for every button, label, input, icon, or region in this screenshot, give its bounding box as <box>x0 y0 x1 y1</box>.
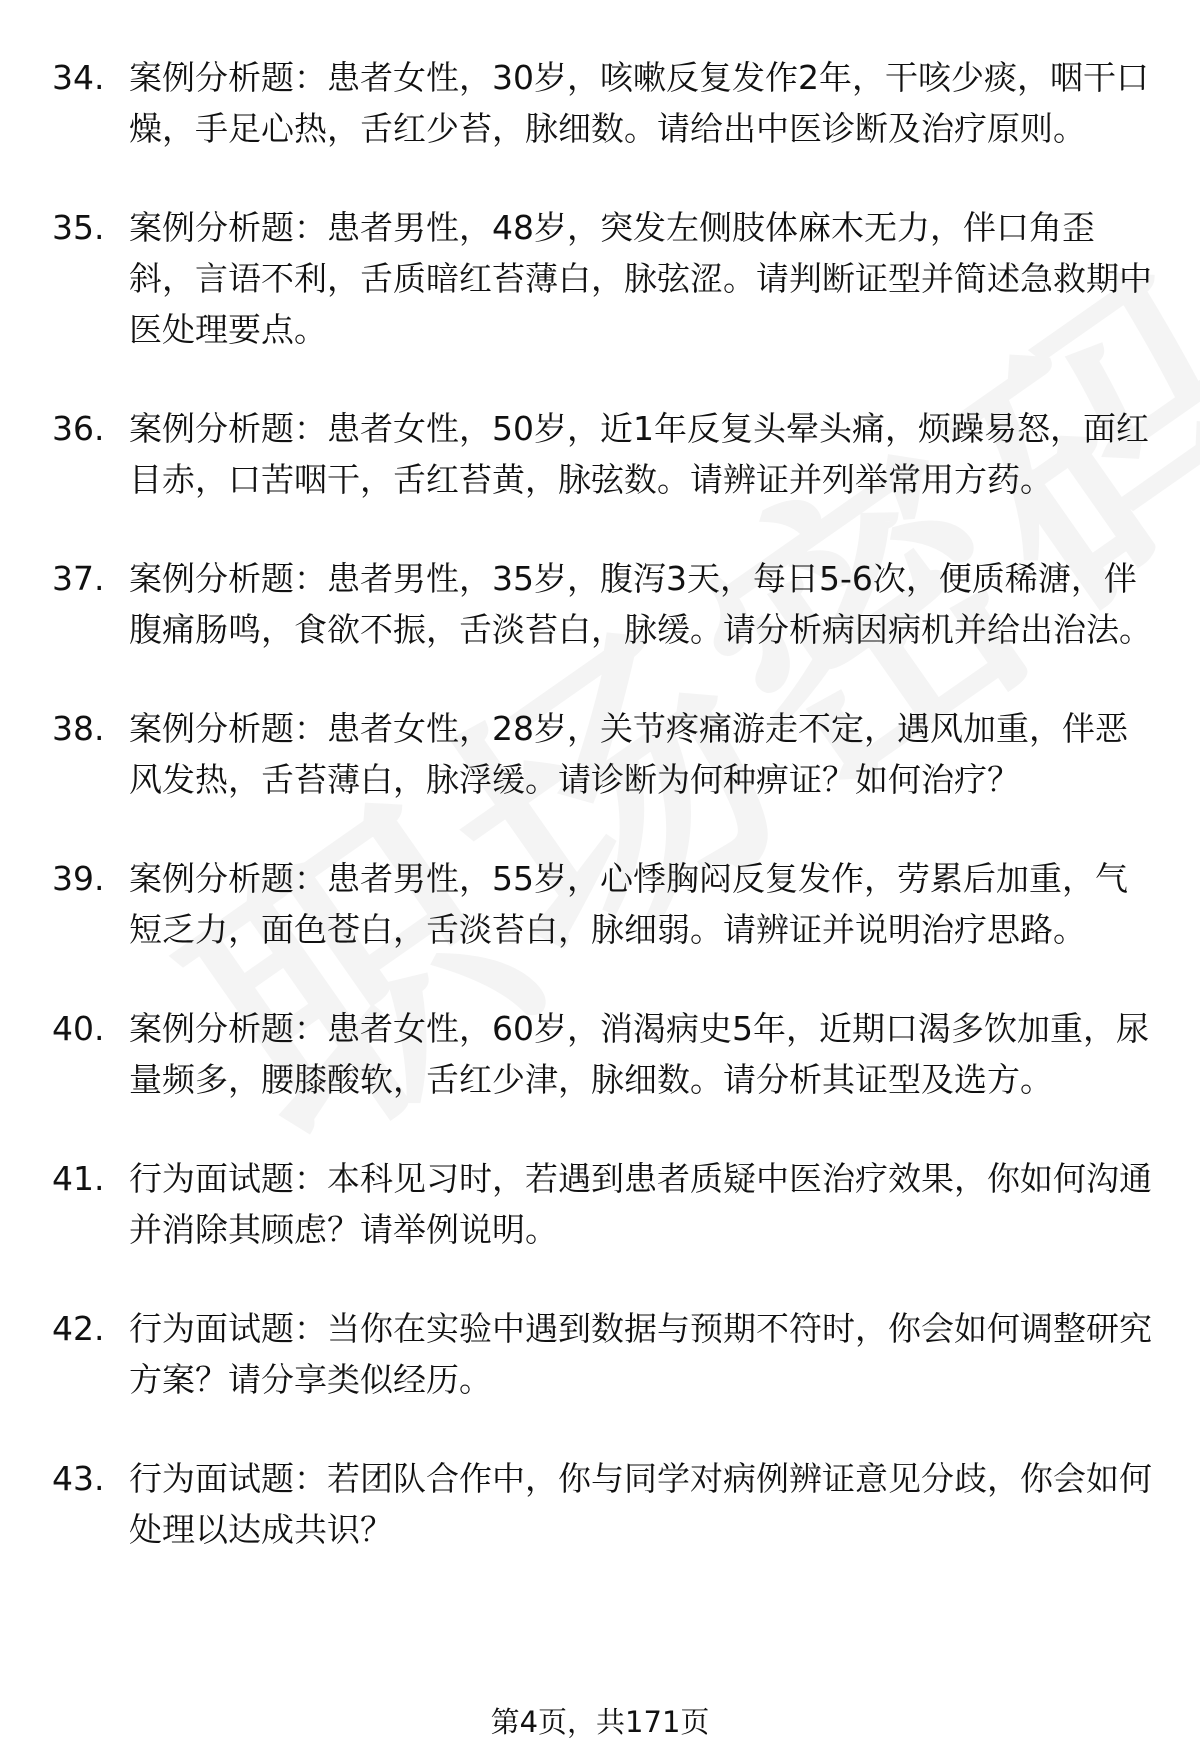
question-text: 案例分析题：患者女性，50岁，近1年反复头晕头痛，烦躁易怒，面红目赤，口苦咽干，舌红苔黄，脉弦数。请辨证并列举常用方药。 <box>129 409 1149 499</box>
question-text: 案例分析题：患者男性，48岁，突发左侧肢体麻木无力，伴口角歪斜，言语不利，舌质暗红苔薄白，脉弦涩。请判断证型并简述急救期中医处理要点。 <box>129 208 1152 349</box>
question-number: 34. <box>52 58 105 97</box>
question-item <box>0 202 1200 355</box>
question-text: 行为面试题：当你在实验中遇到数据与预期不符时，你会如何调整研究方案？请分享类似经历。 <box>129 1309 1152 1399</box>
question-text: 案例分析题：患者男性，55岁，心悸胸闷反复发作，劳累后加重，气短乏力，面色苍白，舌淡苔白，脉细弱。请辨证并说明治疗思路。 <box>129 859 1128 949</box>
question-item <box>0 1453 1200 1555</box>
question-text: 行为面试题：本科见习时，若遇到患者质疑中医治疗效果，你如何沟通并消除其顾虑？请举例说明。 <box>129 1159 1152 1249</box>
question-text: 案例分析题：患者男性，35岁，腹泻3天，每日5-6次，便质稀溏，伴腹痛肠鸣，食欲不振，舌淡苔白，脉缓。请分析病因病机并给出治法。 <box>129 559 1152 649</box>
question-item <box>0 703 1200 805</box>
question-number: 37. <box>52 559 105 598</box>
question-number: 40. <box>52 1009 105 1048</box>
question-number: 42. <box>52 1309 105 1348</box>
question-number: 43. <box>52 1459 105 1498</box>
question-text: 案例分析题：患者女性，30岁，咳嗽反复发作2年，干咳少痰，咽干口燥，手足心热，舌红少苔，脉细数。请给出中医诊断及治疗原则。 <box>129 58 1149 148</box>
question-item <box>0 403 1200 505</box>
question-text: 案例分析题：患者女性，28岁，关节疼痛游走不定，遇风加重，伴恶风发热，舌苔薄白，脉浮缓。请诊断为何种痹证？如何治疗？ <box>129 709 1128 799</box>
question-item <box>0 1303 1200 1405</box>
question-number: 35. <box>52 208 105 247</box>
question-item <box>0 553 1200 655</box>
question-number: 38. <box>52 709 105 748</box>
question-number: 36. <box>52 409 105 448</box>
page-number-label: 第4页，共171页 <box>490 1705 710 1739</box>
question-list <box>0 52 1200 1603</box>
question-item <box>0 1153 1200 1255</box>
question-number: 39. <box>52 859 105 898</box>
page-footer <box>0 1702 1200 1742</box>
question-item <box>0 52 1200 154</box>
question-text: 行为面试题：若团队合作中，你与同学对病例辨证意见分歧，你会如何处理以达成共识？ <box>129 1459 1152 1549</box>
question-item <box>0 1003 1200 1105</box>
question-text: 案例分析题：患者女性，60岁，消渴病史5年，近期口渴多饮加重，尿量频多，腰膝酸软，舌红少津，脉细数。请分析其证型及选方。 <box>129 1009 1149 1099</box>
question-number: 41. <box>52 1159 105 1198</box>
question-item <box>0 853 1200 955</box>
